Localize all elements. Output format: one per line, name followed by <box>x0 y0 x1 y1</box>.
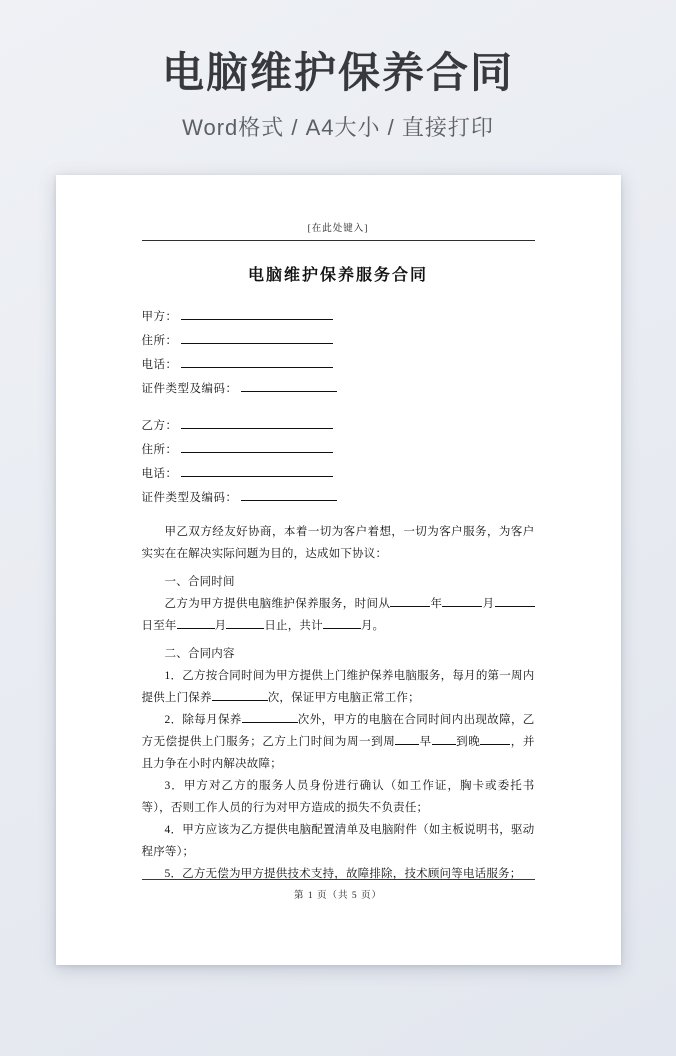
fill-in-blank <box>212 690 268 701</box>
fill-in-blank <box>242 712 298 723</box>
section-heading-section-2-heading: 二、合同内容 <box>164 648 235 661</box>
fill-in-blank <box>432 734 456 745</box>
section-heading-section-1-heading: 一、合同时间 <box>164 576 235 589</box>
listing-title: 电脑维护保养合同 <box>161 49 514 96</box>
field-row <box>142 414 535 438</box>
field-label: 乙方： <box>141 420 178 433</box>
party-blocks <box>142 305 535 510</box>
document-page-preview <box>56 175 621 965</box>
field-label: 住所： <box>141 444 178 457</box>
fill-in-blank <box>181 333 333 344</box>
fill-in-blank <box>181 309 333 320</box>
field-label: 住所： <box>141 335 178 348</box>
page-number: 第 1 页（共 5 页） <box>293 891 382 902</box>
field-label: 证件类型及编码： <box>141 383 238 396</box>
fill-in-blank <box>181 442 333 453</box>
doc-paragraph-item-1: 1．乙方按合同时间为甲方提供上门维护保养电脑服务，每月的第一周内提供上门保养 次，保证甲方电脑正常工作； <box>141 670 535 705</box>
doc-paragraph-item-4: 4．甲方应该为乙方提供电脑配置清单及电脑附件（如主板说明书，驱动程序等）； <box>141 824 535 859</box>
doc-paragraph-item-2: 2．除每月保养 次外，甲方的电脑在合同时间内出现故障，乙方无偿提供上门服务；乙方上门时间为周一到周 早 到晚 ，并且力争在小时内解决故障； <box>141 714 535 771</box>
fill-in-blank <box>241 381 337 392</box>
field-row <box>142 438 535 462</box>
doc-footer <box>142 879 535 901</box>
fill-in-blank <box>480 734 510 745</box>
doc-paragraph-section-1-body: 乙方为甲方提供电脑维护保养服务，时间从 年 月日至年 月 日止，共计 月。 <box>142 593 535 637</box>
doc-header-hint: [在此处键入] <box>307 224 369 235</box>
fill-in-blank <box>181 418 333 429</box>
listing-subtitle: Word格式 / A4大小 / 直接打印 <box>182 115 494 141</box>
fill-in-blank <box>442 596 482 607</box>
field-row <box>142 353 535 377</box>
field-label: 证件类型及编码： <box>141 492 238 505</box>
doc-paragraph-intro: 甲乙双方经友好协商，本着一切为客户着想，一切为客户服务，为客户实实在在解决实际问题为目的，达成如下协议： <box>141 526 535 561</box>
doc-title: 电脑维护保养服务合同 <box>247 267 428 285</box>
field-label: 甲方： <box>141 311 178 324</box>
field-label: 电话： <box>141 468 178 481</box>
fill-in-blank <box>495 596 535 607</box>
fill-in-blank <box>241 490 337 501</box>
field-row <box>142 305 535 329</box>
field-label: 电话： <box>141 359 178 372</box>
doc-header-rule <box>142 240 535 241</box>
fill-in-blank <box>390 596 430 607</box>
party-b-block <box>142 414 535 510</box>
doc-paragraph-item-3: 3．甲方对乙方的服务人员身份进行确认（如工作证，胸卡或委托书等），否则工作人员的行为对甲方造成的损失不负责任； <box>141 780 535 815</box>
field-row <box>142 486 535 510</box>
listing-header <box>0 0 676 142</box>
fill-in-blank <box>177 618 215 629</box>
fill-in-blank <box>226 618 264 629</box>
fill-in-blank <box>181 466 333 477</box>
party-a-block <box>142 305 535 401</box>
fill-in-blank <box>323 618 361 629</box>
field-row <box>142 462 535 486</box>
doc-paragraph-item-5: 5．乙方无偿为甲方提供技术支持，故障排除，技术顾问等电话服务； <box>164 868 522 881</box>
field-row <box>142 377 535 401</box>
fill-in-blank <box>395 734 419 745</box>
doc-body <box>142 521 535 885</box>
fill-in-blank <box>181 357 333 368</box>
field-row <box>142 329 535 353</box>
